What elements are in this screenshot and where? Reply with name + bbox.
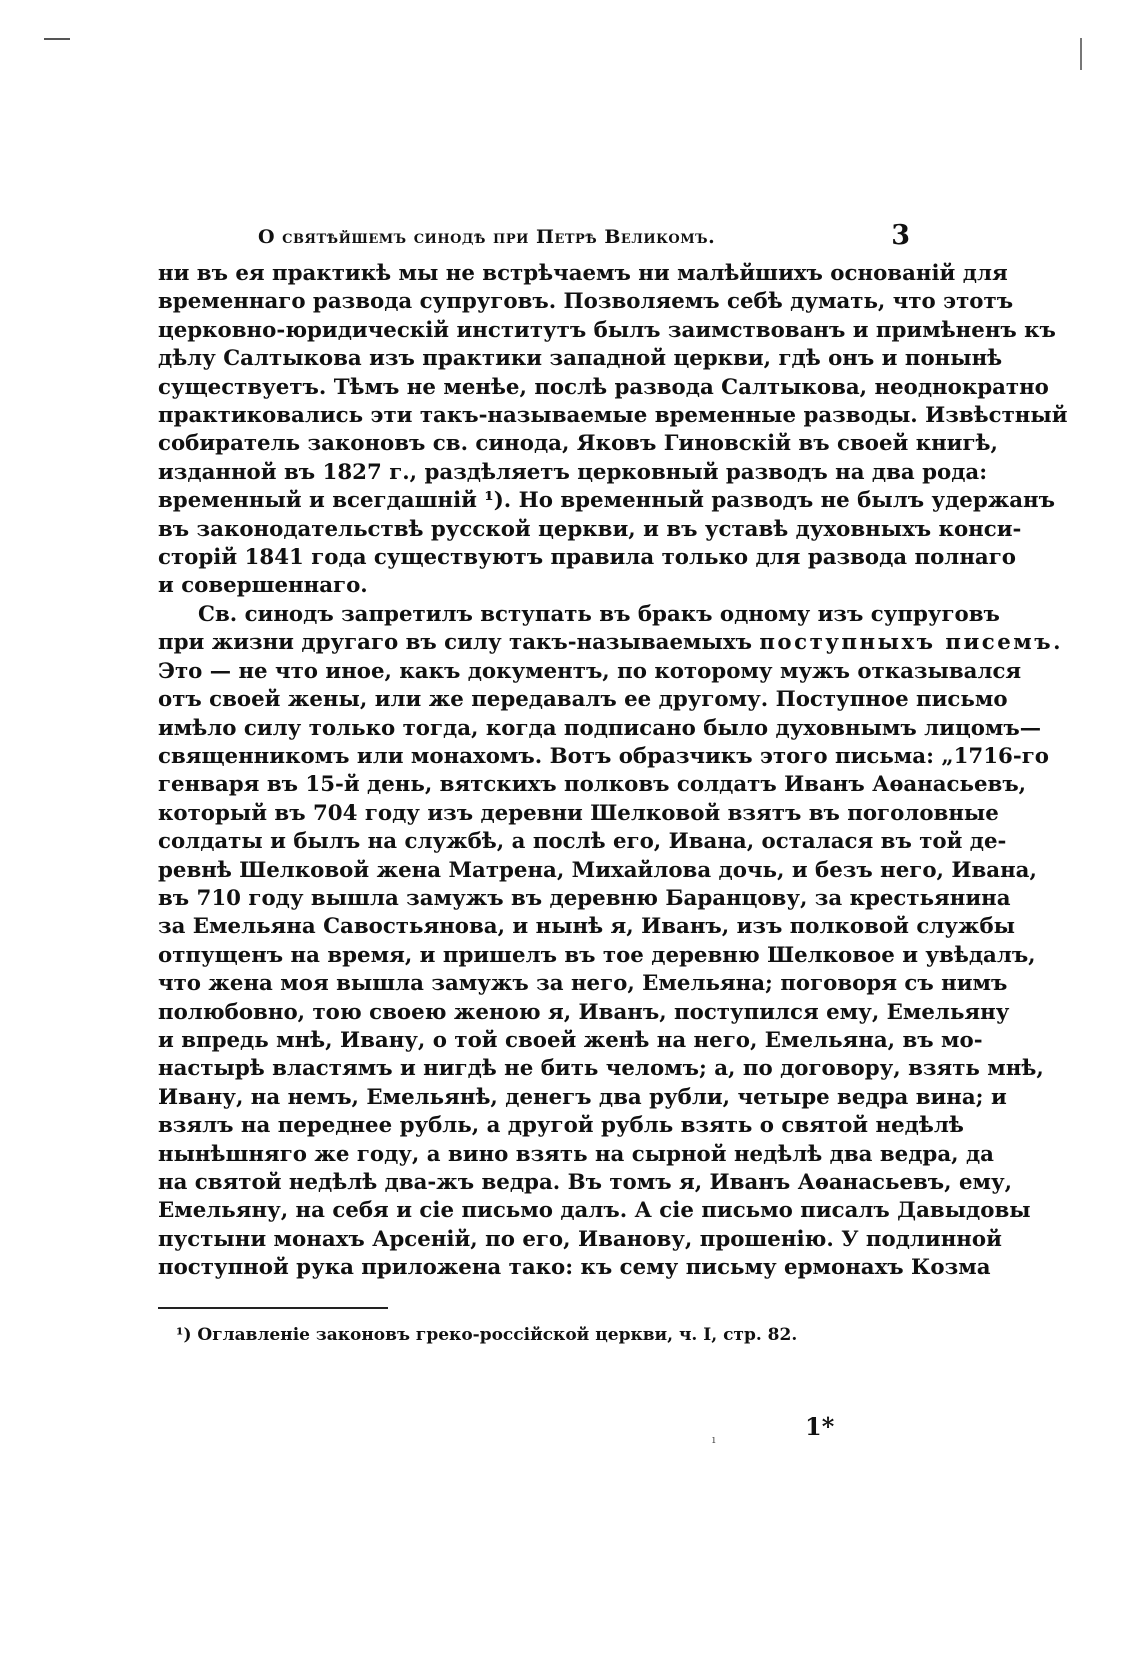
text-line: генваря въ 15-й день, вятскихъ полковъ солдатъ Иванъ Аѳанасьевъ, [158, 772, 1027, 798]
text-line: практиковались эти такъ-называемые временные разводы. Извѣстный [158, 403, 1068, 429]
page-number: 3 [891, 220, 910, 251]
text-line: солдаты и былъ на службѣ, а послѣ его, Ивана, осталася въ той де- [158, 829, 1007, 855]
text-line: нынѣшняго же году, а вино взять на сырной недѣлѣ два ведра, да [158, 1141, 994, 1167]
text-line: ни въ ея практикѣ мы не встрѣчаемъ ни малѣйшихъ основаній для [158, 261, 1008, 286]
text-line: въ 710 году вышла замужъ въ деревню Баранцову, за крестьянина [158, 885, 1011, 911]
text-line: ревнѣ Шелковой жена Матрена, Михайлова дочь, и безъ него, Ивана, [158, 857, 1037, 883]
body-text [158, 260, 1068, 1283]
text-line-mixed [158, 629, 1064, 657]
spaced-term: поступныхъ писемъ. [759, 630, 1064, 656]
text-fragment: при жизни другаго въ силу такъ-называемыхъ [158, 630, 760, 656]
text-line: на святой недѣлѣ два-жъ ведра. Въ томъ я, Иванъ Аѳанасьевъ, ему, [158, 1170, 1013, 1195]
running-title: О святѣйшемъ синодѣ при Петрѣ Великомъ. [258, 226, 716, 248]
text-line: существуетъ. Тѣмъ не менѣе, послѣ развода Салтыкова, неоднократно [158, 374, 1049, 400]
text-line: взялъ на переднее рубль, а другой рубль взять о святой недѣлѣ [158, 1113, 964, 1139]
text-line: Емельяну, на себя и сіе письмо далъ. А сіе письмо писалъ Давыдовы [158, 1198, 1031, 1224]
paragraph-2 [158, 601, 1064, 1283]
text-line: настырѣ властямъ и нигдѣ не бить челомъ; а, по договору, взять мнѣ, [158, 1056, 1044, 1082]
text-line: изданной въ 1827 г., раздѣляетъ церковный разводъ на два рода: [158, 459, 988, 485]
text-line: что жена моя вышла замужъ за него, Емельяна; поговоря съ нимъ [158, 971, 1008, 997]
text-line: собиратель законовъ св. синода, Яковъ Гиновскій въ своей книгѣ, [158, 431, 998, 457]
page-header [158, 220, 910, 260]
page [158, 220, 1068, 1345]
text-line: Ивану, на немъ, Емельянѣ, денегъ два рубли, четыре ведра вина; и [158, 1084, 1007, 1110]
text-line: пустыни монахъ Арсеній, по его, Иванову, прошенію. У подлинной [158, 1226, 1002, 1252]
text-line: за Емельяна Савостьянова, и нынѣ я, Иванъ, изъ полковой службы [158, 914, 1015, 940]
text-line: священникомъ или монахомъ. Вотъ образчикъ этого письма: „1716-го [158, 743, 1049, 769]
text-line: полюбовно, тою своею женою я, Иванъ, поступился ему, Емельяну [158, 999, 1010, 1025]
text-line: отъ своей жены, или же передавалъ ее другому. Поступное письмо [158, 687, 1008, 713]
paragraph-1 [158, 260, 1068, 601]
signature-mark: 1* [805, 1412, 835, 1441]
text-line: Это — не что иное, какъ документъ, по которому мужъ отказывался [158, 658, 1022, 684]
scan-mark-top-left [44, 38, 70, 40]
text-line: церковно-юридическій институтъ былъ заимствованъ и примѣненъ къ [158, 317, 1056, 343]
scan-speck: ı [712, 1433, 716, 1446]
text-line: Св. синодъ запретилъ вступать въ бракъ одному изъ супруговъ [198, 601, 1000, 627]
text-line: въ законодательствѣ русской церкви, и въ уставѣ духовныхъ конси- [158, 516, 1022, 542]
text-line: временнаго развода супруговъ. Позволяемъ себѣ думать, что этотъ [158, 289, 1014, 315]
text-line: который въ 704 году изъ деревни Шелковой взятъ въ поголовные [158, 800, 999, 826]
text-line: временный и всегдашній ¹). Но временный разводъ не былъ удержанъ [158, 488, 1055, 514]
text-line: поступной рука приложена тако: къ сему письму ермонахъ Козма [158, 1255, 991, 1281]
text-line: и впредь мнѣ, Ивану, о той своей женѣ на него, Емельяна, въ мо- [158, 1027, 983, 1053]
text-line: дѣлу Салтыкова изъ практики западной церкви, гдѣ онъ и понынѣ [158, 346, 1003, 372]
text-line: отпущенъ на время, и пришелъ въ тое деревню Шелковое и увѣдалъ, [158, 942, 1036, 968]
footnote: ¹) Оглавленіе законовъ греко-россійской церкви, ч. I, стр. 82. [176, 1324, 798, 1345]
text-line: имѣло силу только тогда, когда подписано было духовнымъ лицомъ— [158, 715, 1042, 741]
text-line: сторій 1841 года существуютъ правила только для развода полнаго [158, 545, 1016, 571]
scan-mark-top-right [1080, 38, 1082, 70]
text-line: и совершеннаго. [158, 573, 368, 599]
footnote-rule [158, 1307, 388, 1309]
